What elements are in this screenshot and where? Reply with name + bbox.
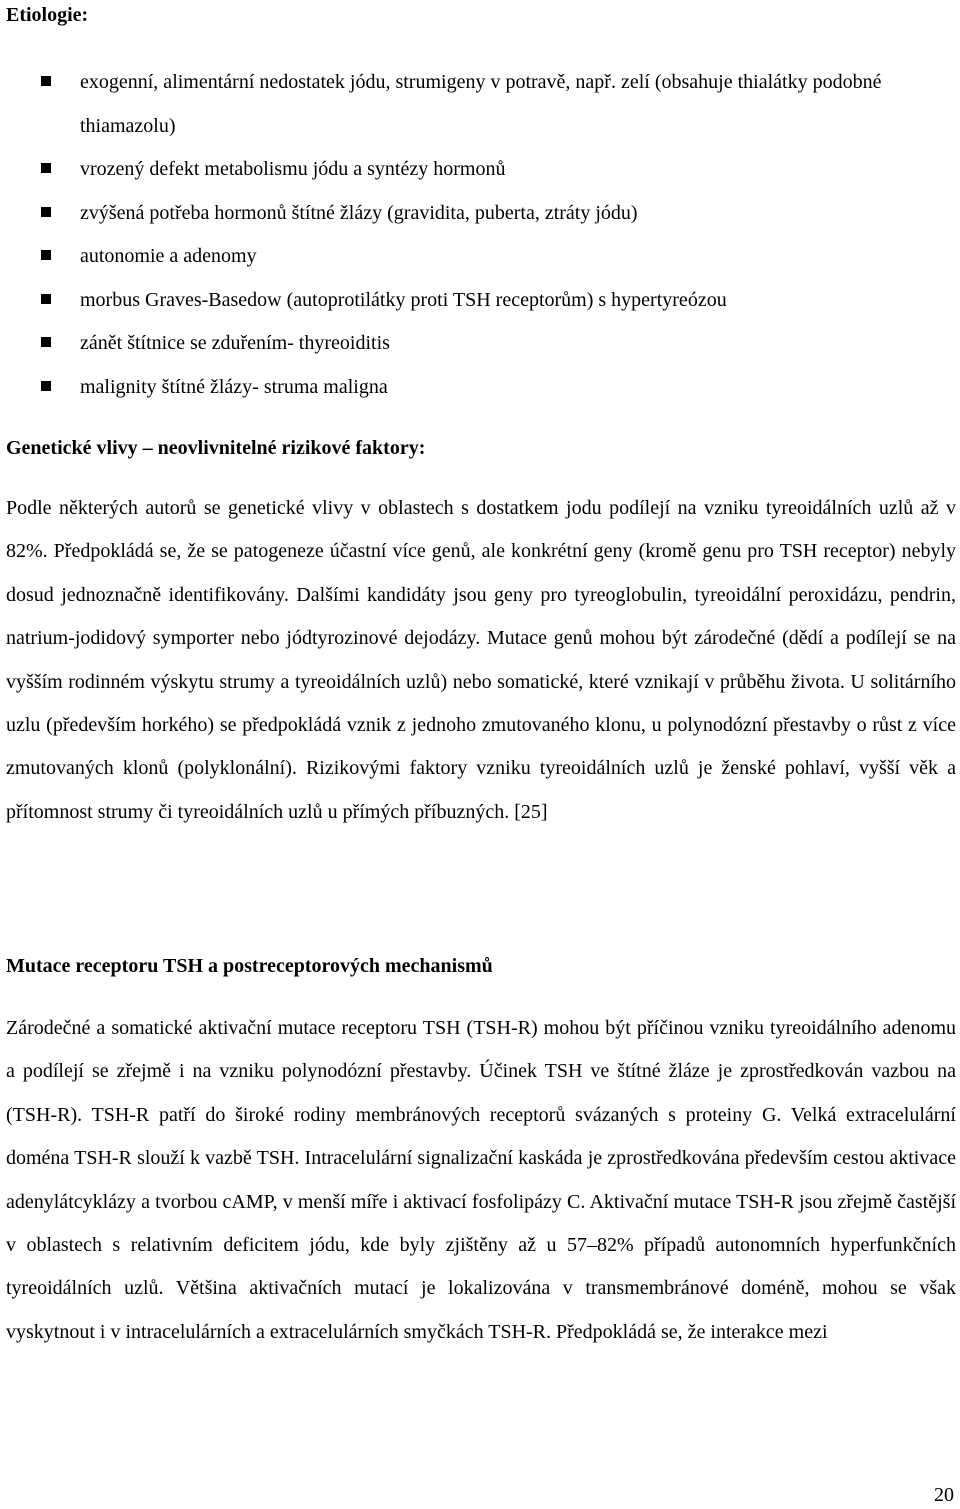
- list-item-text: zvýšená potřeba hormonů štítné žlázy (gravidita, puberta, ztráty jódu): [80, 201, 638, 224]
- list-item: [0, 322, 960, 366]
- list-item-text: malignity štítné žlázy- struma maligna: [80, 375, 388, 398]
- genetic-heading: Genetické vlivy – neovlivnitelné rizikové faktory:: [6, 437, 426, 459]
- square-bullet-icon: [41, 294, 51, 304]
- list-item: [0, 235, 960, 279]
- list-item: [0, 148, 960, 192]
- genetic-paragraph: Podle některých autorů se genetické vlivy v oblastech s dostatkem jodu podílejí na vzniku tyreoidálních uzlů až v 82%. Předpokládá se, že se patogeneze účastní více genů, ale konkrétní geny (kromě genu pro TSH receptor) nebyly dosud jednoznačně identifikovány. Dalšími kandidáty jsou geny pro tyreoglobulin, tyreoidální peroxidázu, pendrin, natrium-jodidový symporter nebo jódtyrozinové dejodázy. Mutace genů mohou být zárodečné (dědí a podílejí se na vyšším rodinném výskytu strumy a tyreoidálních uzlů) nebo somatické, které vznikají v průběhu života. U solitárního uzlu (především horkého) se předpokládá vznik z jednoho zmutovaného klonu, u polynodózní přestavby o růst z více zmutovaných klonů (polyklonální). Rizikovými faktory vzniku tyreoidálních uzlů je ženské pohlaví, vyšší věk a přítomnost strumy či tyreoidálních uzlů u přímých příbuzných. [25]: [6, 497, 956, 823]
- list-item: [0, 61, 960, 148]
- etiology-heading: Etiologie:: [6, 4, 89, 26]
- square-bullet-icon: [41, 337, 51, 347]
- etiology-list: [0, 61, 960, 409]
- mutation-paragraph: Zárodečné a somatické aktivační mutace receptoru TSH (TSH-R) mohou být příčinou vzniku tyreoidálního adenomu a podílejí se zřejmě i na vzniku polynodózní přestavby. Účinek TSH ve štítné žláze je zprostředkován vazbou na (TSH-R). TSH-R patří do široké rodiny membránových receptorů svázaných s proteiny G. Velká extracelulární doména TSH-R slouží k vazbě TSH. Intracelulární signalizační kaskáda je zprostředkována především cestou aktivace adenylátcyklázy a tvorbou cAMP, v menší míře i aktivací fosfolipázy C. Aktivační mutace TSH-R jsou zřejmě častější v oblastech s relativním deficitem jódu, kde byly zjištěny až u 57–82% případů autonomních hyperfunkčních tyreoidálních uzlů. Většina aktivačních mutací je lokalizována v transmembránové doméně, mohou se však vyskytnout i v intracelulárních a extracelulárních smyčkách TSH-R. Předpokládá se, že interakce mezi: [6, 1017, 956, 1343]
- list-item-text: exogenní, alimentární nedostatek jódu, strumigeny v potravě, např. zelí (obsahuje thialátky podobné thiamazolu): [80, 71, 882, 137]
- list-item-text: morbus Graves-Basedow (autoprotilátky proti TSH receptorům) s hypertyreózou: [80, 288, 727, 311]
- square-bullet-icon: [41, 207, 51, 217]
- list-item-text: vrozený defekt metabolismu jódu a syntézy hormonů: [80, 158, 506, 180]
- square-bullet-icon: [41, 76, 51, 86]
- page-number: 20: [934, 1484, 954, 1506]
- mutation-heading: Mutace receptoru TSH a postreceptorových mechanismů: [6, 955, 493, 977]
- square-bullet-icon: [41, 250, 51, 260]
- list-item: [0, 192, 960, 236]
- list-item: [0, 279, 960, 323]
- list-item-text: autonomie a adenomy: [80, 245, 257, 267]
- square-bullet-icon: [41, 163, 51, 173]
- list-item: [0, 366, 960, 410]
- square-bullet-icon: [41, 381, 51, 391]
- list-item-text: zánět štítnice se zduřením- thyreoiditis: [80, 332, 390, 354]
